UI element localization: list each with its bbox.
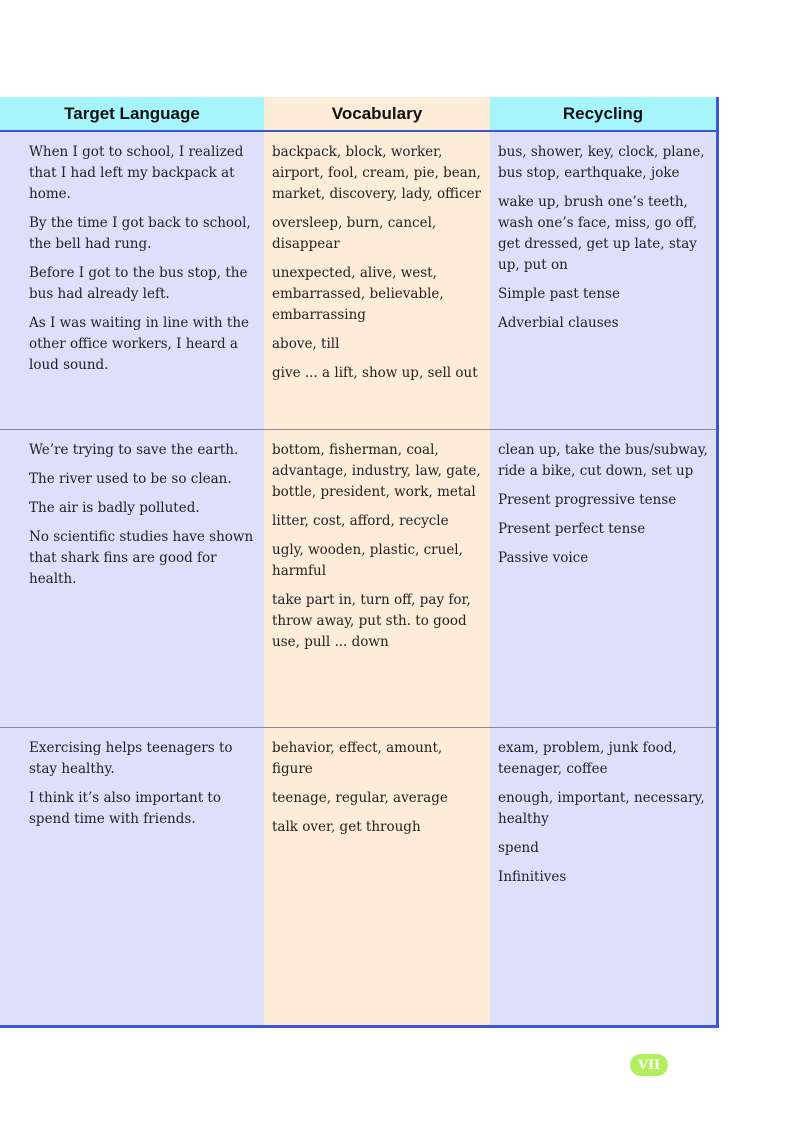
row-2-target-language [29, 440, 257, 598]
header-recycling: Recycling [490, 97, 716, 131]
word-list: teenage, regular, average [272, 790, 448, 806]
recycling-item: Simple past tense [498, 286, 620, 302]
recycling-item: exam, problem, junk food, teenager, coffee [498, 740, 677, 777]
row-2-recycling [498, 440, 710, 577]
sentence: Before I got to the bus stop, the bus had already left. [29, 265, 248, 302]
header-target-language: Target Language [0, 97, 264, 131]
recycling-item: Present progressive tense [498, 492, 677, 508]
recycling-item: Passive voice [498, 550, 589, 566]
recycling-item: Infinitives [498, 869, 567, 885]
page-number-badge: VII [630, 1054, 668, 1076]
row-1-target-language [29, 142, 257, 384]
word-list: give ... a lift, show up, sell out [272, 365, 478, 381]
word-list: oversleep, burn, cancel, disappear [272, 215, 437, 252]
sentence: Exercising helps teenagers to stay healthy. [29, 740, 233, 777]
recycling-item: bus, shower, key, clock, plane, bus stop, earthquake, joke [498, 144, 705, 181]
word-list: behavior, effect, amount, figure [272, 740, 443, 777]
recycling-item: enough, important, necessary, healthy [498, 790, 705, 827]
word-list: bottom, fisherman, coal, advantage, industry, law, gate, bottle, president, work, metal [272, 442, 481, 500]
row-3-recycling [498, 738, 710, 896]
recycling-item: Adverbial clauses [498, 315, 619, 331]
row-2-vocabulary [272, 440, 484, 661]
header-divider [0, 130, 716, 132]
curriculum-table [0, 97, 719, 1028]
row-1-vocabulary [272, 142, 484, 392]
word-list: talk over, get through [272, 819, 421, 835]
sentence: The river used to be so clean. [29, 471, 232, 487]
recycling-item: Present perfect tense [498, 521, 646, 537]
word-list: above, till [272, 336, 340, 352]
sentence: As I was waiting in line with the other office workers, I heard a loud sound. [29, 315, 250, 373]
sentence: When I got to school, I realized that I had left my backpack at home. [29, 144, 244, 202]
word-list: litter, cost, afford, recycle [272, 513, 449, 529]
row-3-vocabulary [272, 738, 484, 846]
header-vocabulary: Vocabulary [264, 97, 490, 131]
word-list: take part in, turn off, pay for, throw away, put sth. to good use, pull ... down [272, 592, 471, 650]
sentence: We’re trying to save the earth. [29, 442, 239, 458]
row-1-recycling [498, 142, 710, 342]
word-list: unexpected, alive, west, embarrassed, believable, embarrassing [272, 265, 444, 323]
recycling-item: clean up, take the bus/subway, ride a bike, cut down, set up [498, 442, 708, 479]
row-3-target-language [29, 738, 257, 838]
sentence: The air is badly polluted. [29, 500, 200, 516]
sentence: No scientific studies have shown that shark fins are good for health. [29, 529, 254, 587]
sentence: By the time I got back to school, the bell had rung. [29, 215, 251, 252]
recycling-item: spend [498, 840, 539, 856]
sentence: I think it’s also important to spend time with friends. [29, 790, 221, 827]
recycling-item: wake up, brush one’s teeth, wash one’s face, miss, go off, get dressed, get up late, stay up, put on [498, 194, 698, 273]
row-divider [0, 727, 716, 728]
row-divider [0, 429, 716, 430]
word-list: ugly, wooden, plastic, cruel, harmful [272, 542, 463, 579]
word-list: backpack, block, worker, airport, fool, cream, pie, bean, market, discovery, lady, officer [272, 144, 482, 202]
